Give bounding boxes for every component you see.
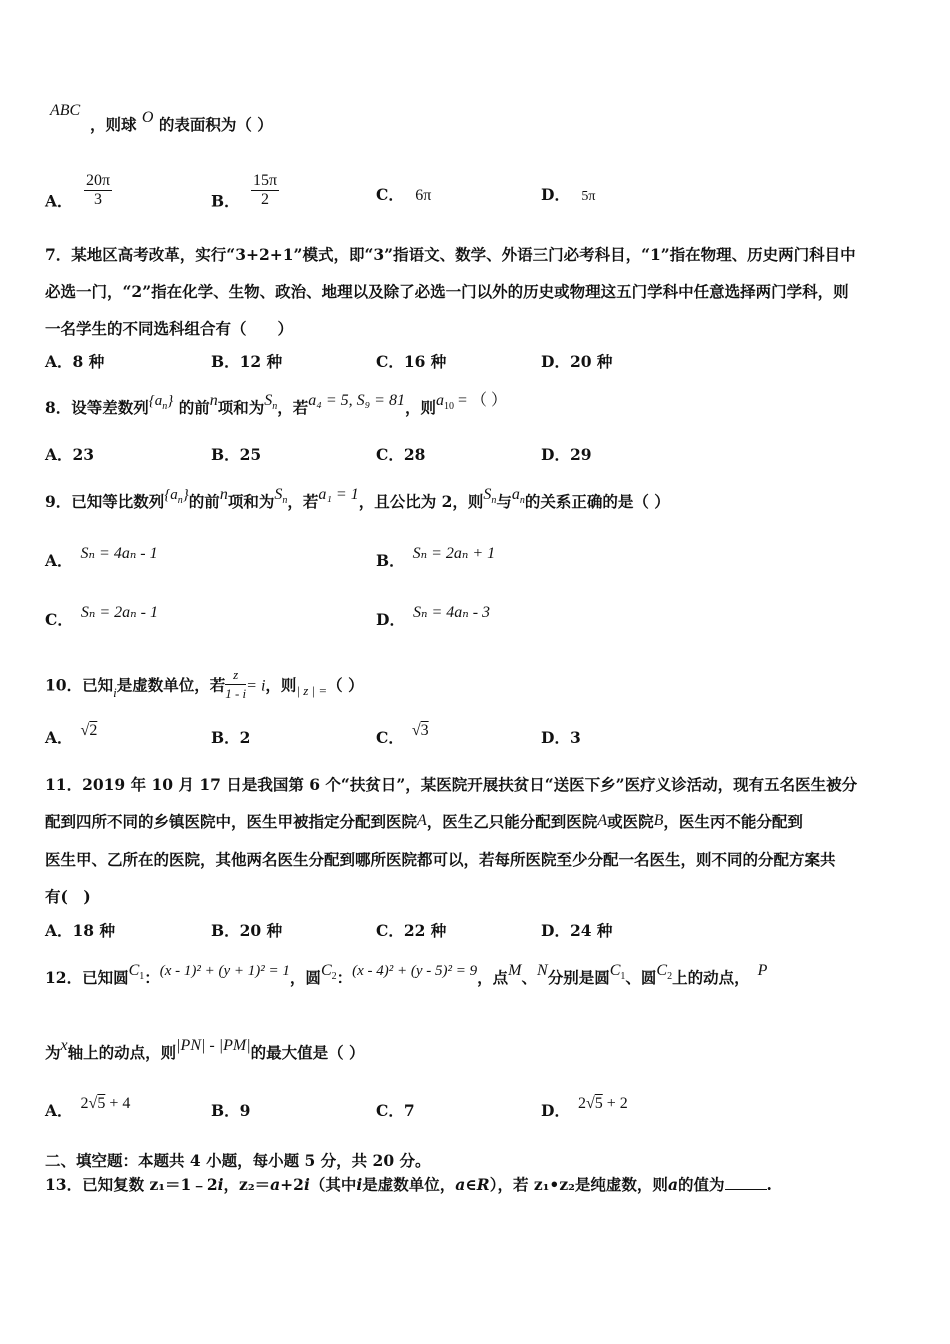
q9-option-a[interactable]: A． Sₙ = 4aₙ - 1	[45, 545, 158, 570]
q7-line-2: 必选一门，“2”指在化学、生物、政治、地理以及除了必选一门以外的历史或物理这五门学科中任意选择两门学科，则	[45, 282, 849, 301]
q10-option-a[interactable]: A． √2	[45, 722, 98, 747]
q9-option-c[interactable]: C． Sₙ = 2aₙ - 1	[45, 604, 158, 629]
q8-option-a[interactable]: A．23	[45, 445, 95, 464]
q12-option-b[interactable]: B．9	[211, 1101, 251, 1120]
q8-option-b[interactable]: B．25	[211, 445, 262, 464]
q12-stem-line-2: 为x轴上的动点，则|PN| - |PM|的最大值是（ ）	[45, 1037, 365, 1062]
q7-line-3: 一名学生的不同选科组合有（ ）	[45, 319, 294, 338]
q11-option-a[interactable]: A．18 种	[45, 921, 115, 940]
q6-option-c[interactable]: C． 6π	[376, 185, 432, 204]
q9-option-d[interactable]: D． Sₙ = 4aₙ - 3	[376, 604, 491, 629]
q11-option-b[interactable]: B．20 种	[211, 921, 283, 940]
q10-stem: 10．已知$_i$是虚数单位，若 $\frac{z}{1 - i}$ = i，则$_{| z | =}$（ ）	[45, 667, 364, 701]
q12-option-d[interactable]: D． 2√5 + 2	[541, 1095, 628, 1120]
q11-line-2: 配到四所不同的乡镇医院中，医生甲被指定分配到医院A，医生乙只能分配到医院A或医院B，医生丙不能分配到	[45, 812, 803, 831]
fraction: $\frac{15\pi}{2}$	[253, 172, 278, 208]
q6-stem-text: ，则球 O 的表面积为（ ）	[90, 109, 273, 134]
q12-stem-line-1: 12．已知圆$C_1$：(x - 1)² + (y + 1)² = 1，圆$C_2$：(x - 4)² + (y - 5)² = 9，点M、N分别是圆$C_1$、圆$C_2$上的动点， P	[45, 962, 768, 987]
q11-line-3: 医生甲、乙所在的医院，其他两名医生分配到哪所医院都可以，若每所医院至少分配一名医生，则不同的分配方案共	[45, 850, 836, 869]
fraction: $\frac{z}{1 - i}$	[225, 667, 247, 701]
math-abc: ABC	[50, 102, 81, 119]
q11-line-1: 11．2019 年 10 月 17 日是我国第 6 个“扶贫日”，某医院开展扶贫日“送医下乡”医疗义诊活动，现有五名医生被分	[45, 775, 858, 794]
q13-stem: 13．已知复数 z₁＝1﹣2i，z₂＝a+2i（其中i是虚数单位，a∈R），若 z₁•z₂是纯虚数，则a的值为 .	[45, 1175, 772, 1194]
section-2-heading: 二、填空题：本题共 4 小题，每小题 5 分，共 20 分。	[45, 1151, 431, 1170]
q11-option-c[interactable]: C．22 种	[376, 921, 447, 940]
q6-option-a[interactable]: A． $\frac{20\pi}{3}$	[45, 172, 111, 211]
q10-option-c[interactable]: C． √3	[376, 722, 429, 747]
q8-option-c[interactable]: C．28	[376, 445, 426, 464]
q11-option-d[interactable]: D．24 种	[541, 921, 613, 940]
q12-option-c[interactable]: C．7	[376, 1101, 415, 1120]
q8-stem: 8．设等差数列$\{a_n\}$ 的前n项和为$S_n$，若a₄ = 5, S₉ = 81，则$a_{10}$ = （ ）	[45, 392, 508, 417]
q9-stem: 9．已知等比数列$\{a_n\}$的前n项和为$S_n$，若a₁ = 1，且公比为 2，则$S_n$与$a_n$的关系正确的是（ ）	[45, 486, 670, 511]
q7-option-c[interactable]: C．16 种	[376, 352, 447, 371]
q6-option-d[interactable]: D． 5π	[541, 185, 596, 204]
q10-option-b[interactable]: B．2	[211, 728, 251, 747]
q9-condition: a₁ = 1	[318, 486, 359, 503]
q12-option-a[interactable]: A． 2√5 + 4	[45, 1095, 131, 1120]
q6-option-b[interactable]: B． $\frac{15\pi}{2}$	[211, 172, 278, 211]
q7-option-a[interactable]: A．8 种	[45, 352, 105, 371]
q7-option-b[interactable]: B．12 种	[211, 352, 283, 371]
q7-line-1: 7．某地区高考改革，实行“3+2+1”模式，即“3”指语文、数学、外语三门必考科目，“1”指在物理、历史两门科目中	[45, 245, 856, 264]
fraction: $\frac{20\pi}{3}$	[85, 172, 111, 208]
q11-line-4: 有( )	[45, 887, 91, 906]
answer-blank[interactable]	[725, 1189, 767, 1190]
q9-option-b[interactable]: B． Sₙ = 2aₙ + 1	[376, 545, 496, 570]
q7-option-d[interactable]: D．20 种	[541, 352, 613, 371]
q8-condition: a₄ = 5, S₉ = 81	[308, 392, 405, 409]
q10-option-d[interactable]: D．3	[541, 728, 581, 747]
q8-option-d[interactable]: D．29	[541, 445, 592, 464]
